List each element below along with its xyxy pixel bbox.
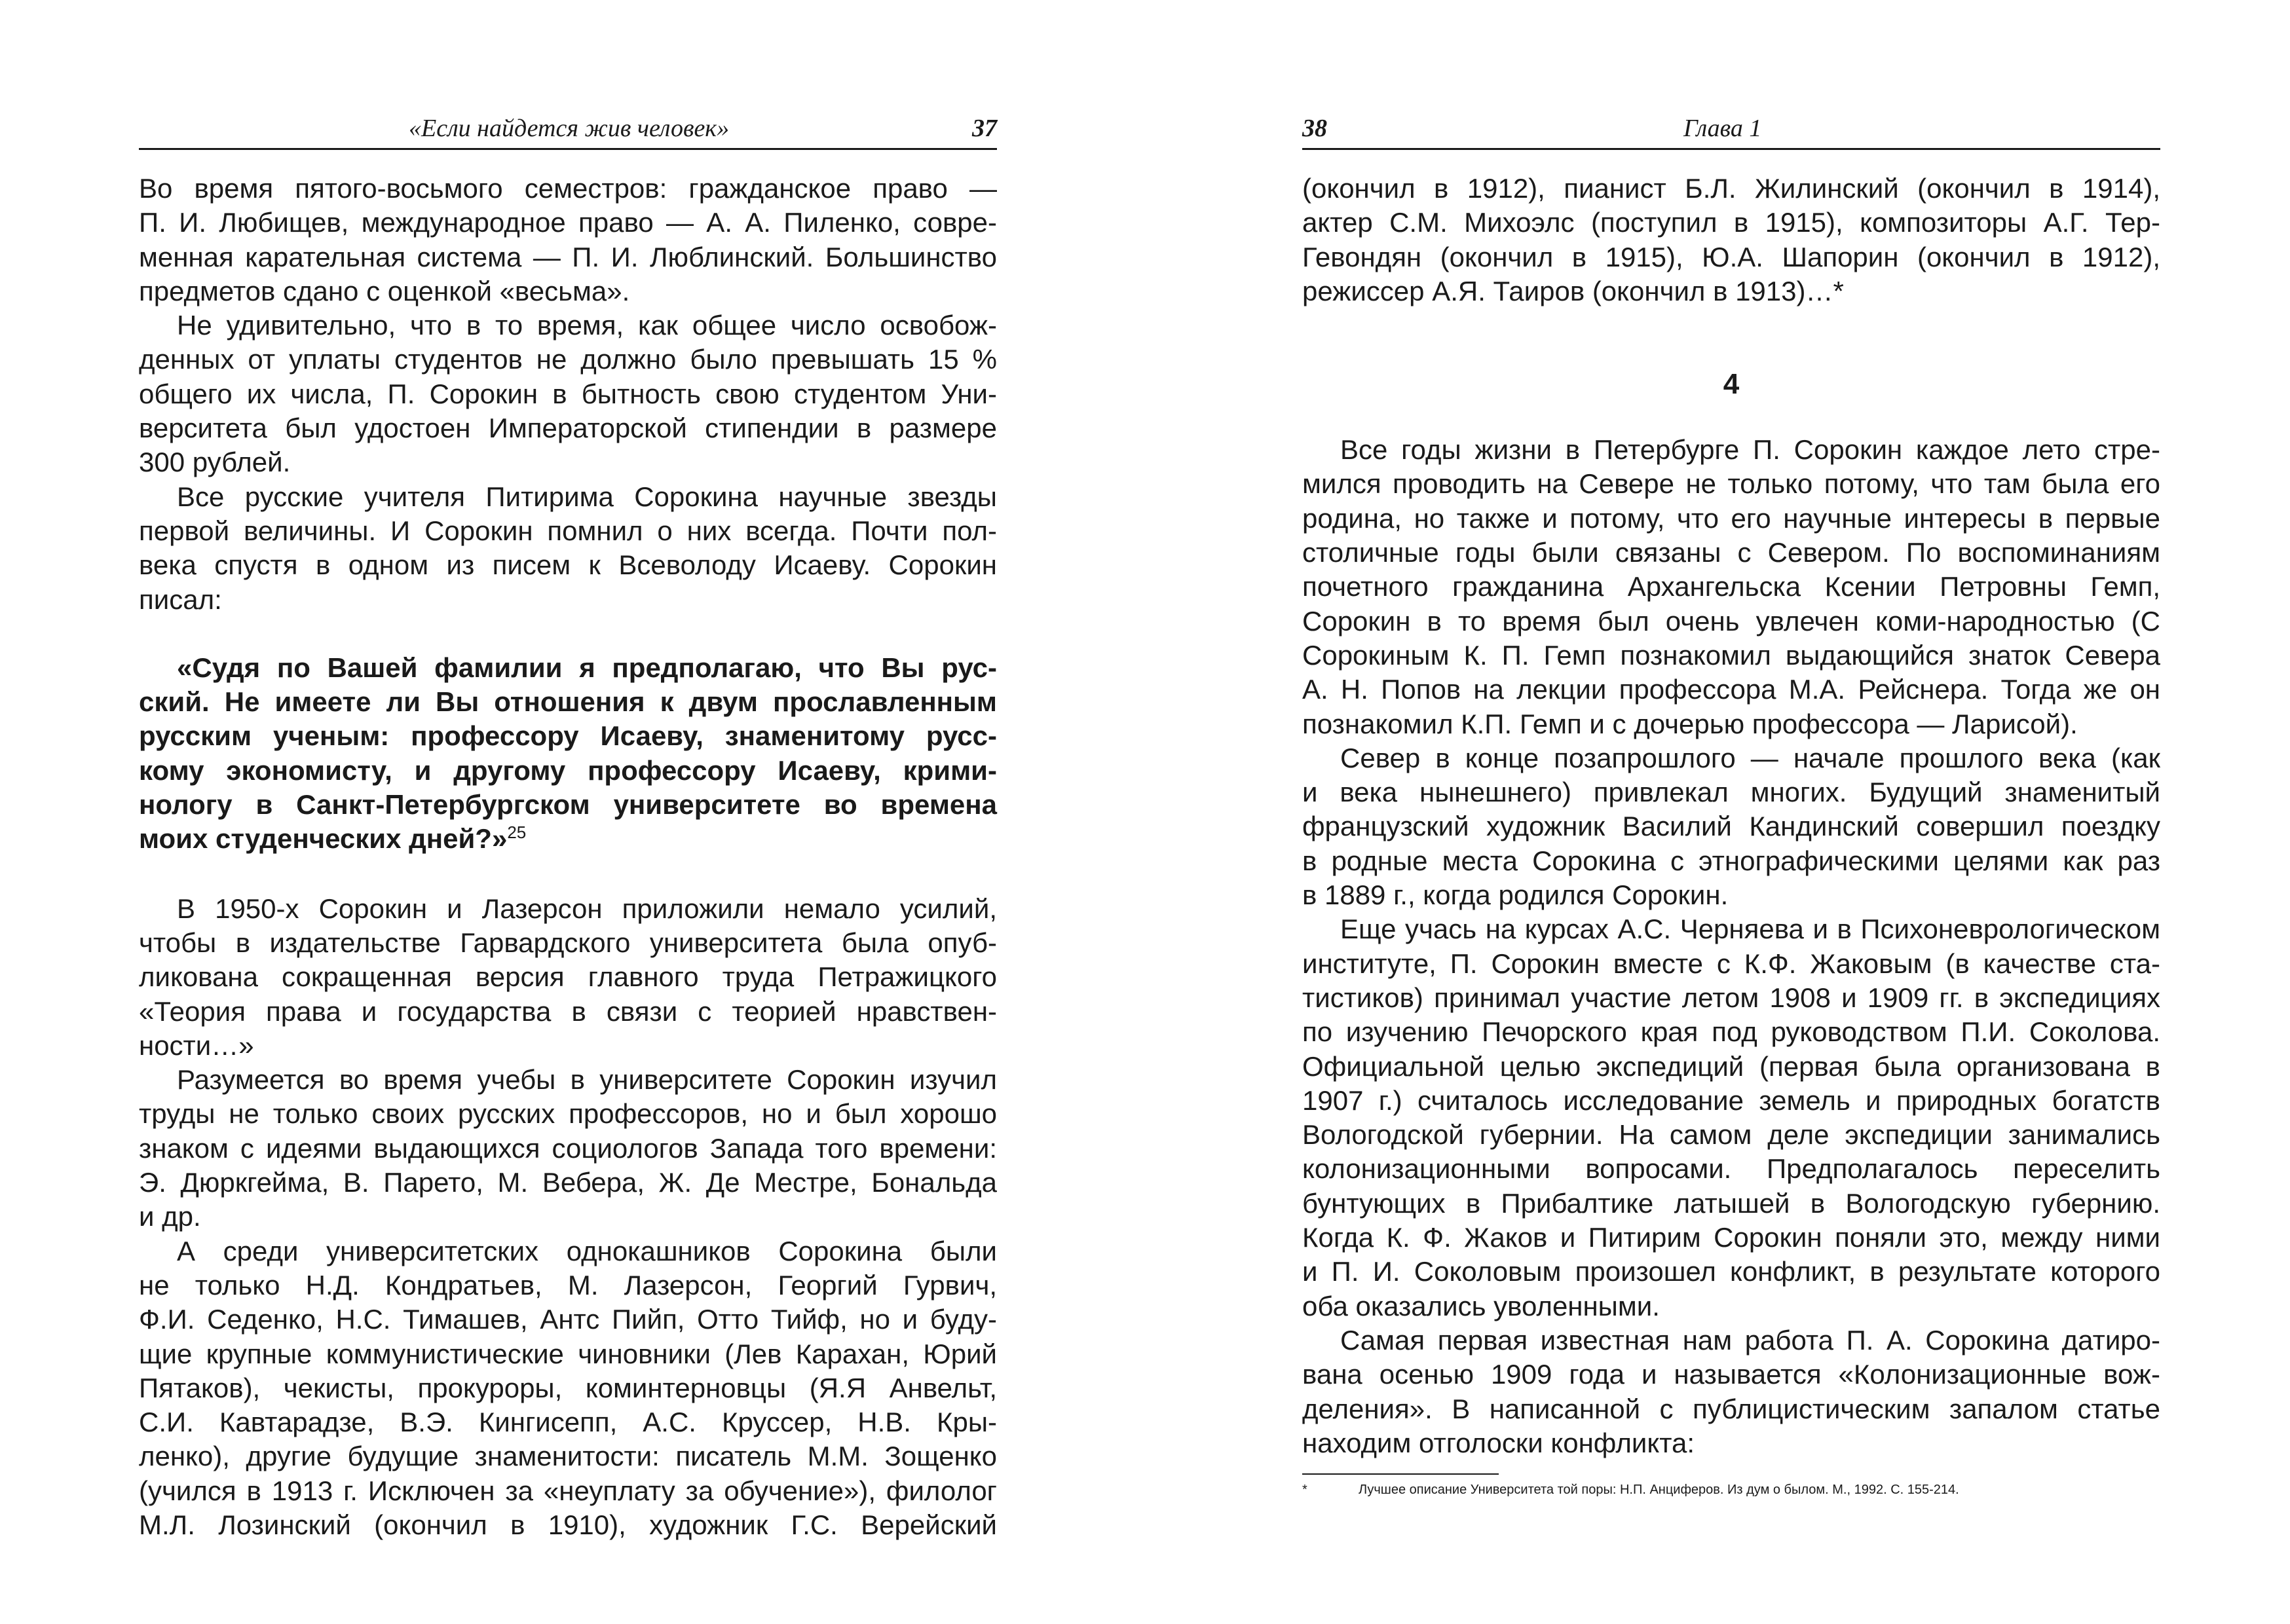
text-line: 1907 г.) считалось исследование земель и природных богатств [1302,1084,2160,1116]
text-line: режиссер А.Я. Таиров (окончил в 1913)…* [1302,275,1844,306]
footnote [1302,1481,2160,1498]
text-line: Все русские учителя Питирима Сорокина научные звезды [177,481,997,512]
text-line: Еще учась на курсах А.С. Черняева и в Психоневрологическом [1340,913,2160,945]
text-line: А среди университетских однокашников Сорокина были [177,1235,997,1266]
text-line: Самая первая известная нам работа П. А. Сорокина датиро- [1340,1324,2160,1356]
text-line: почетного гражданина Архангельска Ксении Петровны Гемп, [1302,571,2160,602]
text-line: познакомил К.П. Гемп и с дочерью профессора — Ларисой). [1302,708,2078,739]
text-line: институте, П. Сорокин вместе с К.Ф. Жаковым (в качестве ста- [1302,948,2160,979]
text-line: «Теория права и государства в связи с теорией нравствен- [139,995,997,1027]
quote-line: моих студенческих дней?» [139,823,508,855]
section-number: 4 [1723,368,1740,401]
text-line: общего их числа, П. Сорокин в бытность свою студентом Уни- [139,378,997,409]
text-line: Север в конце позапрошлого — начале прошлого века (как [1340,742,2160,773]
text-line: мился проводить на Севере не только потому, что там была его [1302,468,2160,500]
text-line: С.И. Кавтарадзе, В.Э. Кингисепп, А.С. Круссер, Н.В. Кры- [139,1407,997,1438]
text-line: и века нынешнего) привлекал многих. Будущий знаменитый [1302,777,2160,808]
text-line: знаком с идеями выдающихся социологов Запада того времени: [139,1132,997,1164]
quote-last-line [139,822,997,856]
text-line: М.Л. Лозинский (окончил в 1910), художник Г.С. Верейский [139,1509,997,1540]
text-line: и П. И. Соколовым произошел конфликт, в результате которого [1302,1256,2160,1287]
quote-line: кому экономисту, и другому профессору Исаеву, крими- [139,754,997,786]
quote-line: ский. Не имеете ли Вы отношения к двум прославленным [139,686,997,718]
text-line: Не удивительно, что в то время, как общее число освобож- [177,310,997,341]
quote-line: русским ученым: профессору Исаеву, знаменитому русс- [139,720,997,752]
running-title: Глава 1 [1683,115,1762,142]
text-line: оба оказались уволенными. [1302,1290,1660,1321]
text-line: Все годы жизни в Петербурге П. Сорокин каждое лето стре- [1340,434,2160,466]
text-line: по изучению Печорского края под руководством П.И. Соколова. [1302,1016,2160,1048]
text-line: Во время пятого-восьмого семестров: гражданское право — [139,173,997,204]
text-line: Ф.И. Седенко, Н.С. Тимашев, Антс Пийп, Отто Тийф, но и буду- [139,1304,997,1335]
text-line: чтобы в издательстве Гарвардского университета была опуб- [139,927,997,958]
text-line: бунтующих в Прибалтике латышей в Вологодскую губернию. [1302,1187,2160,1219]
quote-line: нологу в Санкт-Петербургском университете во времена [139,789,997,821]
running-header [139,111,997,150]
page-number: 37 [972,115,997,142]
text-line: столичные годы были связаны с Севером. По воспоминаниям [1302,537,2160,568]
page-number: 38 [1302,115,1327,142]
text-line: родина, но также и потому, что его научные интересы в первые [1302,502,2160,534]
body-text [139,172,997,1542]
text-line: В 1950-х Сорокин и Лазерсон приложили немало усилий, [177,893,997,924]
text-line: колонизационными вопросами. Предполагалось переселить [1302,1153,2160,1185]
text-line: французский художник Василий Кандинский совершил поездку [1302,811,2160,842]
footnote-mark: * [1302,1483,1307,1497]
text-line: Сорокиным К. П. Гемп познакомил выдающийся знаток Севера [1302,639,2160,671]
body-text [1302,172,2160,1460]
text-line: 300 рублей. [139,447,291,478]
text-line: (учился в 1913 г. Исключен за «неуплату за обучение»), филолог [139,1475,997,1506]
text-line: первой величины. И Сорокин помнил о них всегда. Почти пол- [139,515,997,546]
footnote-reference: 25 [507,822,527,843]
running-header [1302,111,2160,150]
footnote-text: Лучшее описание Университета той поры: Н.П. Анциферов. Из дум о былом. М., 1992. С. 155-214. [1359,1483,1959,1497]
right-page [1145,0,2290,1624]
text-line: писал: [139,583,222,615]
text-line: Разумеется во время учебы в университете Сорокин изучил [177,1064,997,1096]
quote-line: «Судя по Вашей фамилии я предполагаю, что Вы рус- [177,652,997,683]
text-line: (окончил в 1912), пианист Б.Л. Жилинский (окончил в 1914), [1302,173,2160,204]
text-line: Когда К. Ф. Жаков и Питирим Сорокин поняли это, между ними [1302,1222,2160,1253]
text-line: ликована сокращенная версия главного труда Петражицкого [139,961,997,993]
footnote-divider [1302,1473,1499,1475]
text-line: вана осенью 1909 года и называется «Колонизационные вож- [1302,1359,2160,1390]
text-line: тистиков) принимал участие летом 1908 и 1909 гг. в экспедициях [1302,982,2160,1013]
text-line: актер С.М. Михоэлс (поступил в 1915), композиторы А.Г. Тер- [1302,207,2160,238]
text-line: Гевондян (окончил в 1915), Ю.А. Шапорин (окончил в 1912), [1302,241,2160,272]
text-line: денных от уплаты студентов не должно было превышать 15 % [139,344,997,375]
text-line: П. И. Любищев, международное право — А. А. Пиленко, совре- [139,207,997,238]
block-quote [139,651,997,857]
text-line: предметов сдано с оценкой «весьма». [139,275,630,306]
running-title: «Если найдется жив человек» [409,115,730,142]
text-line: щие крупные коммунистические чиновники (Лев Карахан, Юрий [139,1338,997,1369]
text-line: в 1889 г., когда родился Сорокин. [1302,879,1729,911]
text-line: деления». В написанной с публицистическим запалом статье [1302,1393,2160,1424]
text-line: Пятаков), чекисты, прокуроры, коминтерновцы (Я.Я Анвельт, [139,1372,997,1403]
text-line: Сорокин в то время был очень увлечен коми-народностью (С [1302,605,2160,637]
text-line: века спустя в одном из писем к Всеволоду Исаеву. Сорокин [139,549,997,581]
text-line: находим отголоски конфликта: [1302,1427,1695,1458]
text-line: менная карательная система — П. И. Люблинский. Большинство [139,241,997,272]
text-line: ности…» [139,1029,254,1061]
text-line: труды не только своих русских профессоров, но и был хорошо [139,1098,997,1130]
text-line: верситета был удостоен Императорской стипендии в размере [139,413,997,444]
text-line: и др. [139,1201,201,1232]
text-line: в родные места Сорокина с этнографическими целями как раз [1302,845,2160,876]
text-line: А. Н. Попов на лекции профессора М.А. Рейснера. Тогда же он [1302,674,2160,705]
text-line: Вологодской губернии. На самом деле экспедиции занимались [1302,1119,2160,1151]
text-line: Официальной целью экспедиций (первая была организована в [1302,1050,2160,1082]
text-line: не только Н.Д. Кондратьев, М. Лазерсон, Георгий Гурвич, [139,1269,997,1301]
text-line: Э. Дюркгейма, В. Парето, М. Вебера, Ж. Де Местре, Бональда [139,1167,997,1198]
text-line: ленко), другие будущие знаменитости: писатель М.М. Зощенко [139,1441,997,1472]
